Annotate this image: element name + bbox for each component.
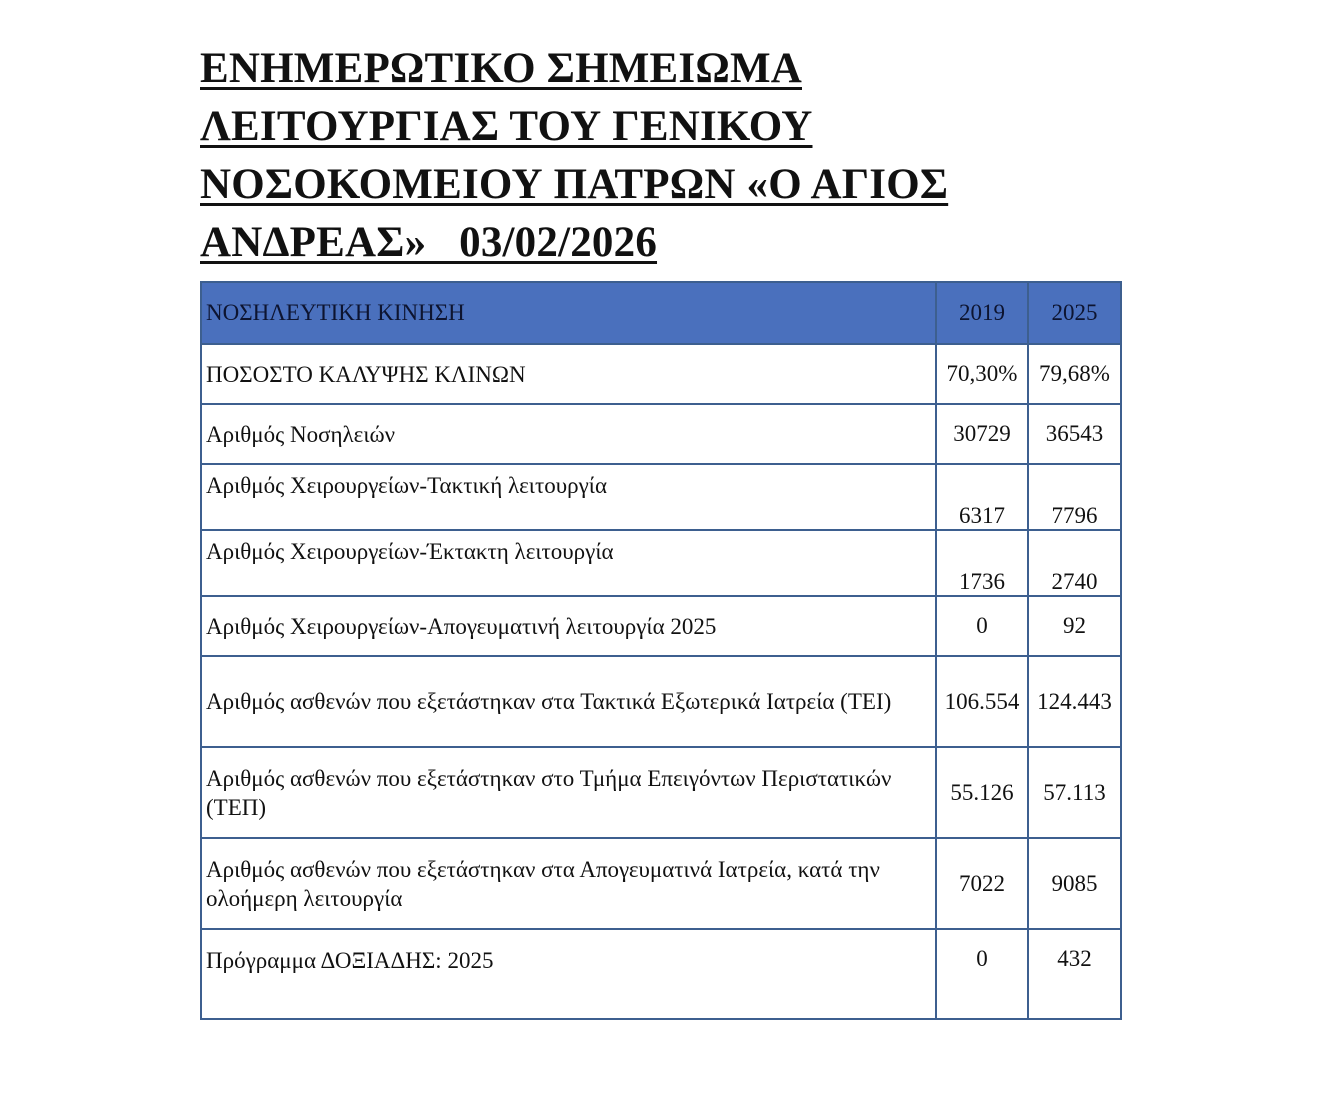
hospital-activity-table xyxy=(200,281,1122,1020)
document-title xyxy=(200,40,1100,272)
value-2019: 55.126 xyxy=(936,747,1028,838)
row-label: ΠΟΣΟΣΤΟ ΚΑΛΥΨΗΣ ΚΛΙΝΩΝ xyxy=(201,344,936,404)
title-line-4: ΑΝΔΡΕΑΣ» 03/02/2026 xyxy=(200,219,658,266)
value-2025: 124.443 xyxy=(1028,656,1121,747)
table-row xyxy=(201,596,1121,656)
value-2025: 36543 xyxy=(1028,404,1121,464)
row-label: Αριθμός ασθενών που εξετάστηκαν στα Απογευματινά Ιατρεία, κατά την ολοήμερη λειτουργία xyxy=(201,838,936,929)
row-label: Αριθμός Χειρουργείων-Έκτακτη λειτουργία xyxy=(201,530,936,596)
value-2019: 7022 xyxy=(936,838,1028,929)
row-label: Αριθμός Νοσηλειών xyxy=(201,404,936,464)
value-2019: 0 xyxy=(936,929,1028,1019)
header-label: ΝΟΣΗΛΕΥΤΙΚΗ ΚΙΝΗΣΗ xyxy=(201,282,936,344)
value-2025: 7796 xyxy=(1028,464,1121,530)
value-2025: 92 xyxy=(1028,596,1121,656)
value-2019: 1736 xyxy=(936,530,1028,596)
header-year-2019: 2019 xyxy=(936,282,1028,344)
table-row xyxy=(201,530,1121,596)
value-2019: 0 xyxy=(936,596,1028,656)
row-label: Αριθμός ασθενών που εξετάστηκαν στα Τακτικά Εξωτερικά Ιατρεία (ΤΕΙ) xyxy=(201,656,936,747)
row-label: Αριθμός ασθενών που εξετάστηκαν στο Τμήμα Επειγόντων Περιστατικών (ΤΕΠ) xyxy=(201,747,936,838)
value-2025: 2740 xyxy=(1028,530,1121,596)
table-row xyxy=(201,656,1121,747)
value-2019: 106.554 xyxy=(936,656,1028,747)
title-line-1: ΕΝΗΜΕΡΩΤΙΚΟ ΣΗΜΕΙΩΜΑ xyxy=(200,45,802,92)
value-2025: 79,68% xyxy=(1028,344,1121,404)
table-row xyxy=(201,929,1121,1019)
title-line-2: ΛΕΙΤΟΥΡΓΙΑΣ ΤΟΥ ΓΕΝΙΚΟΥ xyxy=(200,103,813,150)
header-year-2025: 2025 xyxy=(1028,282,1121,344)
table-header-row xyxy=(201,282,1121,344)
table-row xyxy=(201,464,1121,530)
value-2025: 432 xyxy=(1028,929,1121,1019)
row-label: Πρόγραμμα ΔΟΞΙΑΔΗΣ: 2025 xyxy=(201,929,936,1019)
title-line-3: ΝΟΣΟΚΟΜΕΙΟΥ ΠΑΤΡΩΝ «Ο ΑΓΙΟΣ xyxy=(200,161,949,208)
value-2019: 70,30% xyxy=(936,344,1028,404)
value-2019: 6317 xyxy=(936,464,1028,530)
row-label: Αριθμός Χειρουργείων-Απογευματινή λειτουργία 2025 xyxy=(201,596,936,656)
value-2025: 9085 xyxy=(1028,838,1121,929)
table-row xyxy=(201,747,1121,838)
table-row xyxy=(201,404,1121,464)
row-label: Αριθμός Χειρουργείων-Τακτική λειτουργία xyxy=(201,464,936,530)
table-row xyxy=(201,344,1121,404)
value-2025: 57.113 xyxy=(1028,747,1121,838)
value-2019: 30729 xyxy=(936,404,1028,464)
table-row xyxy=(201,838,1121,929)
